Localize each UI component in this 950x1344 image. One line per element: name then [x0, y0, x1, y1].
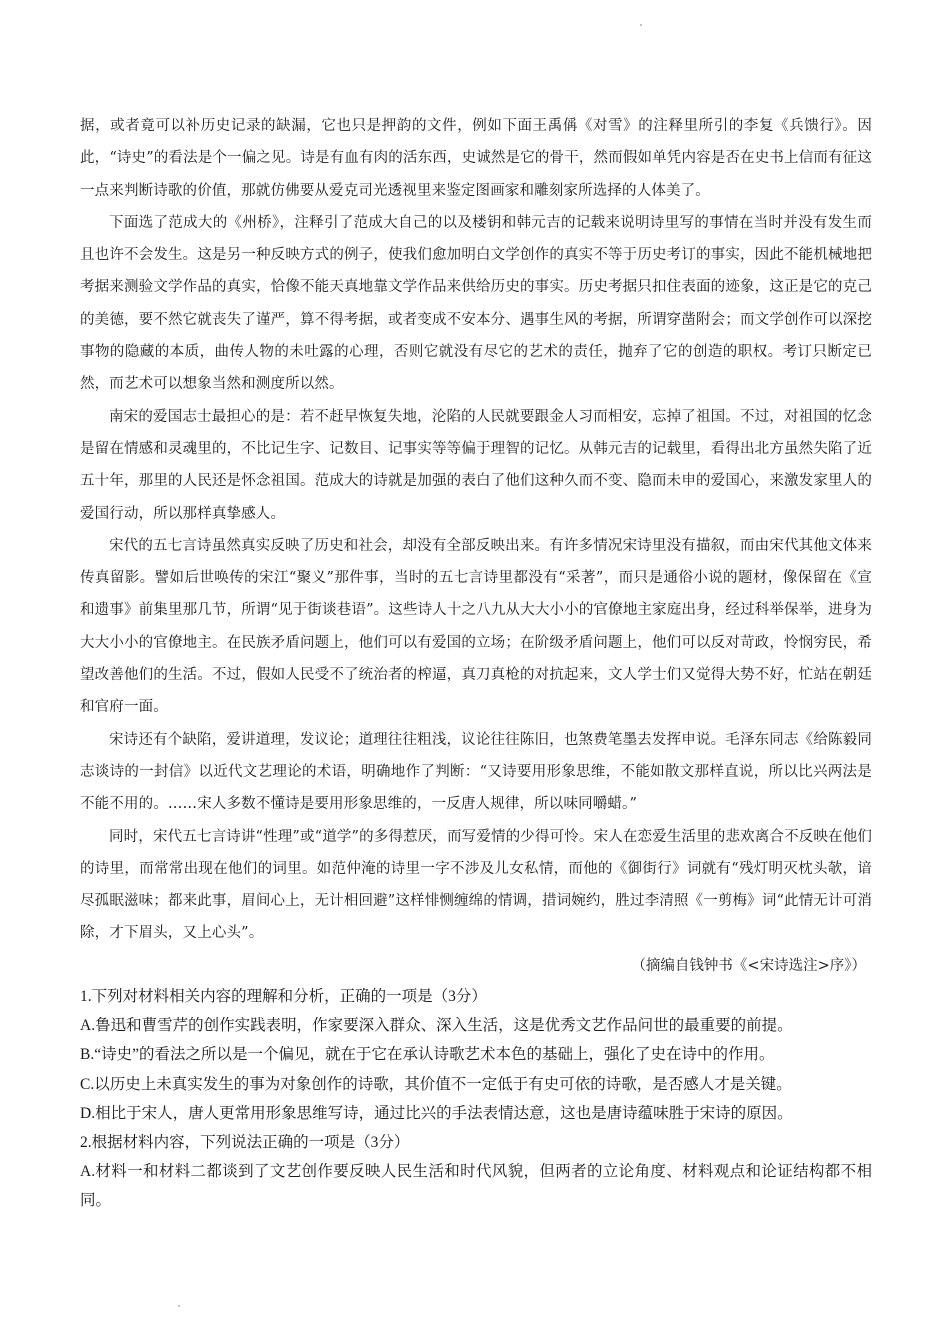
question-1-option-d: D.相比于宋人，唐人更常用形象思维写诗，通过比兴的手法表情达意，这也是唐诗蕴味胜于宋诗的原因。	[80, 1104, 793, 1122]
questions-section	[80, 982, 872, 1216]
passage-paragraph-4: 宋代的五七言诗虽然真实反映了历史和社会，却没有全部反映出来。有许多情况宋诗里没有描叙，而由宋代其他文体来传真留影。譬如后世唤传的宋江“聚义”那件事，当时的五七言诗里都没有“采著”，而只是通俗小说的题材，像保留在《宣和遗事》前集里那几节，所谓“见于街谈巷语”。这些诗人十之八九从大大小小的官僚地主家庭出身，经过科举保举，进身为大大小小的官僚地主。在民族矛盾问题上，他们可以有爱国的立场；在阶级矛盾问题上，他们可以反对苛政，怜悯穷民，希望改善他们的生活。不过，假如人民受不了统治者的榨逼，真刀真枪的对抗起来，文人学士们又觉得大势不好，忙站在朝廷和官府一面。	[80, 537, 872, 716]
reading-passage	[80, 110, 872, 950]
page-mark-top	[640, 24, 642, 26]
question-1-option-a: A.鲁迅和曹雪芹的创作实践表明，作家要深入群众、深入生活，这是优秀文艺作品问世的最重要的前提。	[80, 1017, 793, 1035]
passage-paragraph-2: 下面选了范成大的《州桥》，注释引了范成大自己的以及楼钥和韩元吉的记载来说明诗里写的事情在当时并没有发生而且也许不会发生。这是另一种反映方式的例子，使我们愈加明白文学创作的真实不等于历史考订的事实，因此不能机械地把考据来测验文学作品的真实，恰像不能天真地靠文学作品来供给历史的事实。历史考据只扣住表面的迹象，这正是它的克己的美德，要不然它就丧失了谨严，算不得考据，或者变成不安本分、遇事生风的考据，所谓穿凿附会；而文学创作可以深挖事物的隐藏的本质，曲传人物的未吐露的心理，否则它就没有尽它的艺术的责任，抛弃了它的创造的职权。考订只断定已然，而艺术可以想象当然和测度所以然。	[80, 214, 872, 393]
page-mark-bottom	[178, 1305, 180, 1307]
passage-paragraph-3: 南宋的爱国志士最担心的是：若不赶早恢复失地，沦陷的人民就要跟金人习而相安，忘掉了祖国。不过，对祖国的忆念是留在情感和灵魂里的，不比记生字、记数目、记事实等等偏于理智的记忆。从韩元吉的记载里，看得出北方虽然失陷了近五十年，那里的人民还是怀念祖国。范成大的诗就是加强的表白了他们这种久而不变、隐而未申的爱国心，来激发家里人的爱国行动，所以那样真挚感人。	[80, 408, 872, 522]
question-1-option-b: B.“诗史”的看法之所以是一个偏见，就在于它在承认诗歌艺术本色的基础上，强化了史在诗中的作用。	[80, 1046, 775, 1064]
question-2-option-a: A.材料一和材料二都谈到了文艺创作要反映人民生活和时代风貌，但两者的立论角度、材料观点和论证结构都不相同。	[80, 1163, 872, 1210]
question-1-option-c: C.以历史上未真实发生的事为对象创作的诗歌，其价值不一定低于有史可依的诗歌，是否感人才是关键。	[80, 1075, 792, 1093]
passage-paragraph-1: 据，或者竟可以补历史记录的缺漏，它也只是押韵的文件，例如下面王禹偁《对雪》的注释里所引的李复《兵馈行》。因此，“诗史”的看法是个一偏之见。诗是有血有肉的活东西，史诚然是它的骨干，然而假如单凭内容是否在史书上信而有征这一点来判断诗歌的价值，那就仿佛要从爱克司光透视里来鉴定图画家和雕刻家所选择的人体美了。	[80, 118, 872, 199]
question-1-stem: 1.下列对材料相关内容的理解和分析，正确的一项是（3分）	[80, 988, 487, 1006]
page-content	[80, 110, 872, 1216]
question-2-stem: 2.根据材料内容，下列说法正确的一项是（3分）	[80, 1134, 410, 1152]
passage-paragraph-5: 宋诗还有个缺陷，爱讲道理，发议论；道理往往粗浅，议论往往陈旧，也煞费笔墨去发挥申说。毛泽东同志《给陈毅同志谈诗的一封信》以近代文艺理论的术语，明确地作了判断：“又诗要用形象思维，不能如散文那样直说，所以比兴两法是不能不用的。……宋人多数不懂诗是要用形象思维的，一反唐人规律，所以味同嚼蜡。”	[80, 731, 872, 813]
passage-paragraph-6: 同时，宋代五七言诗讲“性理”或“道学”的多得惹厌，而写爱情的少得可怜。宋人在恋爱生活里的悲欢离合不反映在他们的诗里，而常常出现在他们的词里。如范仲淹的诗里一字不涉及儿女私情，而他的《御街行》词就有“残灯明灭枕头欹，谙尽孤眠滋味；都来此事，眉间心上，无计相回避”这样悱恻缠绵的情调，措词婉约，胜过李清照《一剪梅》词“此情无计可消除，才下眉头，又上心头”。	[80, 828, 872, 942]
passage-source: （摘编自钱钟书《<宋诗选注>序》）	[631, 957, 866, 974]
